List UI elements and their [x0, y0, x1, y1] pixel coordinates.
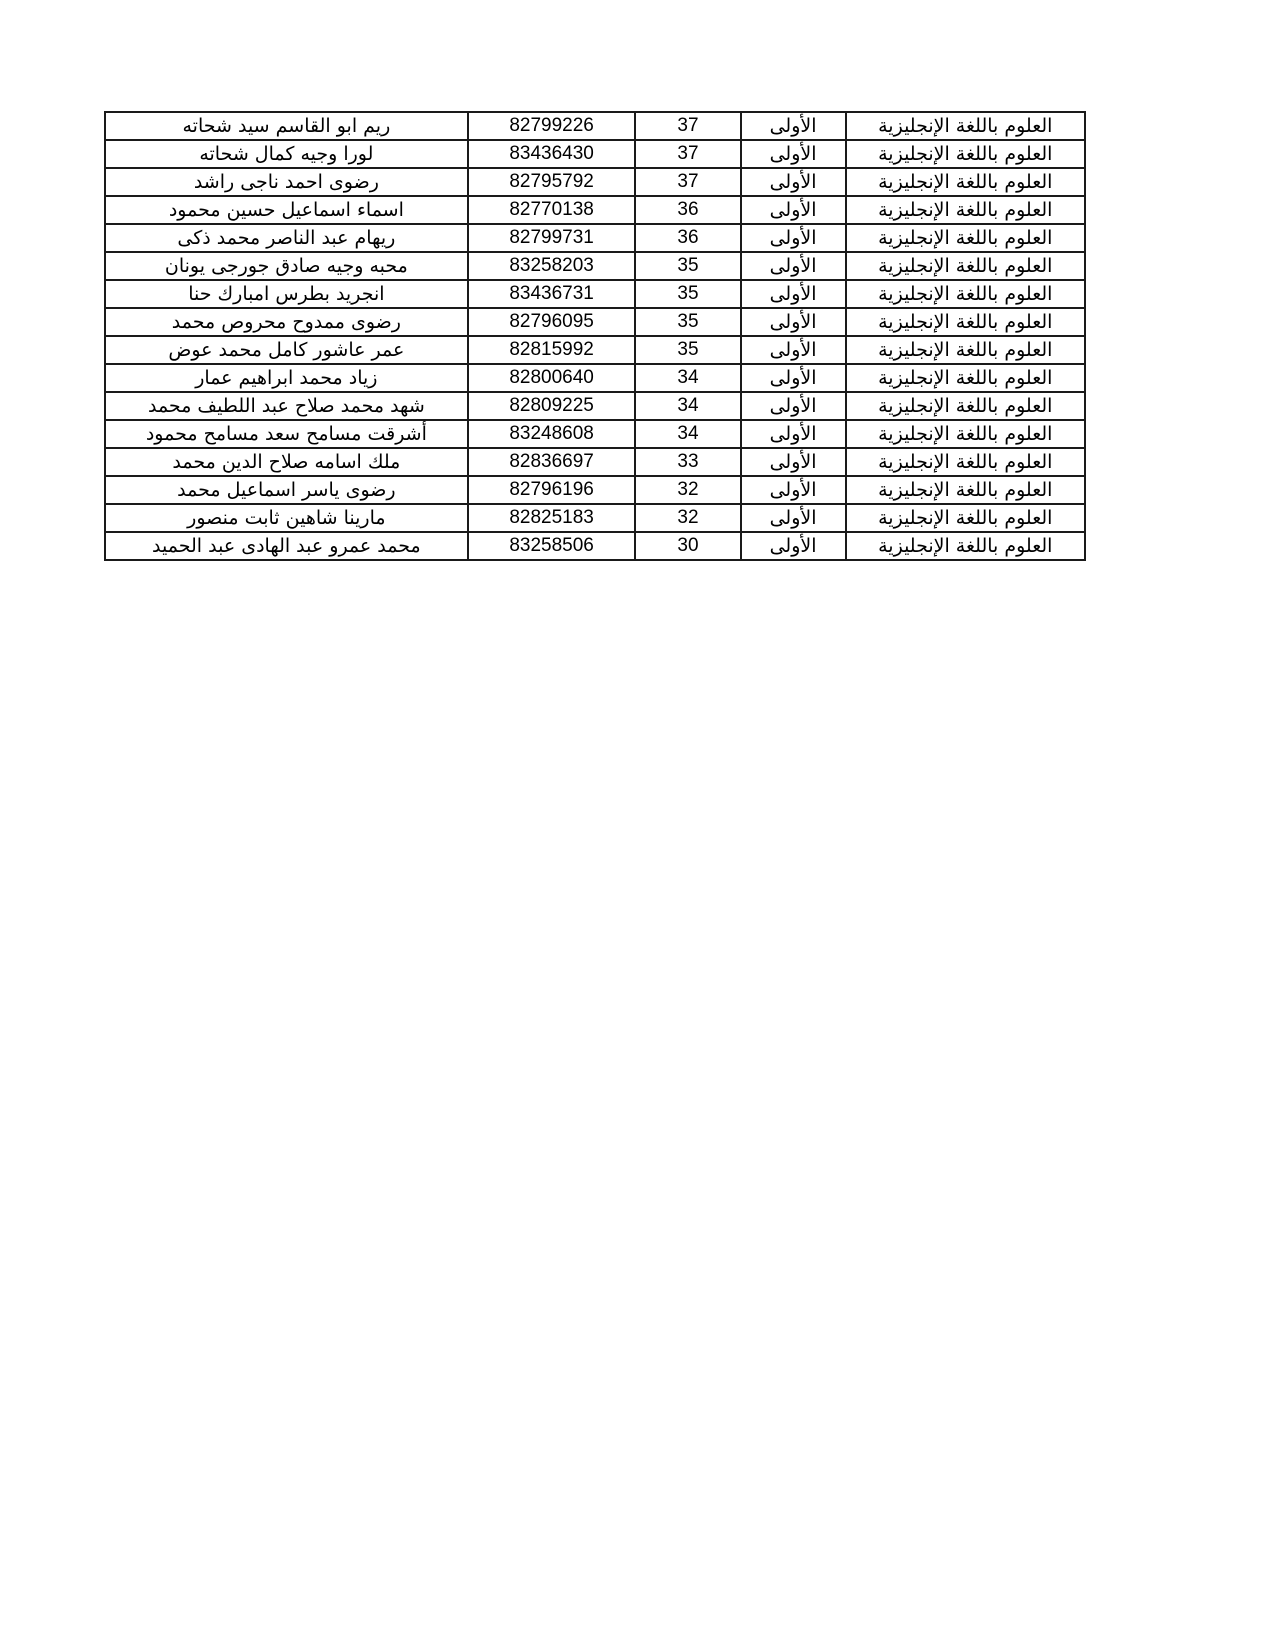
- seat-number-cell: 82815992: [468, 336, 636, 364]
- score-cell: 35: [635, 336, 740, 364]
- score-cell: 36: [635, 224, 740, 252]
- student-name-cell: رضوى ياسر اسماعيل محمد: [105, 476, 468, 504]
- student-name-cell: ملك اسامه صلاح الدين محمد: [105, 448, 468, 476]
- grade-cell: الأولى: [741, 420, 846, 448]
- subject-cell: العلوم باللغة الإنجليزية: [846, 112, 1085, 140]
- student-name-cell: زياد محمد ابراهيم عمار: [105, 364, 468, 392]
- subject-cell: العلوم باللغة الإنجليزية: [846, 224, 1085, 252]
- subject-cell: العلوم باللغة الإنجليزية: [846, 532, 1085, 560]
- seat-number-cell: 82836697: [468, 448, 636, 476]
- grade-cell: الأولى: [741, 476, 846, 504]
- student-name-cell: شهد محمد صلاح عبد اللطيف محمد: [105, 392, 468, 420]
- subject-cell: العلوم باللغة الإنجليزية: [846, 504, 1085, 532]
- seat-number-cell: 82795792: [468, 168, 636, 196]
- seat-number-cell: 83436731: [468, 280, 636, 308]
- grade-cell: الأولى: [741, 280, 846, 308]
- subject-cell: العلوم باللغة الإنجليزية: [846, 448, 1085, 476]
- seat-number-cell: 83436430: [468, 140, 636, 168]
- table-row: [105, 280, 1085, 308]
- grade-cell: الأولى: [741, 308, 846, 336]
- seat-number-cell: 82770138: [468, 196, 636, 224]
- grade-cell: الأولى: [741, 364, 846, 392]
- student-name-cell: عمر عاشور كامل محمد عوض: [105, 336, 468, 364]
- student-name-cell: مارينا شاهين ثابت منصور: [105, 504, 468, 532]
- grade-cell: الأولى: [741, 392, 846, 420]
- score-cell: 30: [635, 532, 740, 560]
- subject-cell: العلوم باللغة الإنجليزية: [846, 336, 1085, 364]
- table-row: [105, 140, 1085, 168]
- seat-number-cell: 82796196: [468, 476, 636, 504]
- seat-number-cell: 83258203: [468, 252, 636, 280]
- grade-cell: الأولى: [741, 224, 846, 252]
- table-row: [105, 112, 1085, 140]
- score-cell: 37: [635, 140, 740, 168]
- table-row: [105, 308, 1085, 336]
- score-cell: 34: [635, 364, 740, 392]
- grade-cell: الأولى: [741, 196, 846, 224]
- subject-cell: العلوم باللغة الإنجليزية: [846, 420, 1085, 448]
- grade-cell: الأولى: [741, 252, 846, 280]
- table-row: [105, 476, 1085, 504]
- subject-cell: العلوم باللغة الإنجليزية: [846, 392, 1085, 420]
- seat-number-cell: 82809225: [468, 392, 636, 420]
- table-row: [105, 224, 1085, 252]
- subject-cell: العلوم باللغة الإنجليزية: [846, 280, 1085, 308]
- subject-cell: العلوم باللغة الإنجليزية: [846, 308, 1085, 336]
- student-name-cell: رضوى ممدوح محروص محمد: [105, 308, 468, 336]
- subject-cell: العلوم باللغة الإنجليزية: [846, 476, 1085, 504]
- grade-cell: الأولى: [741, 112, 846, 140]
- score-cell: 32: [635, 504, 740, 532]
- table-row: [105, 392, 1085, 420]
- score-cell: 37: [635, 112, 740, 140]
- score-cell: 34: [635, 420, 740, 448]
- table-row: [105, 252, 1085, 280]
- score-cell: 37: [635, 168, 740, 196]
- score-cell: 33: [635, 448, 740, 476]
- table-row: [105, 168, 1085, 196]
- grade-cell: الأولى: [741, 504, 846, 532]
- table-row: [105, 196, 1085, 224]
- score-cell: 34: [635, 392, 740, 420]
- student-name-cell: رضوى احمد ناجى راشد: [105, 168, 468, 196]
- student-name-cell: محمد عمرو عبد الهادى عبد الحميد: [105, 532, 468, 560]
- grade-cell: الأولى: [741, 140, 846, 168]
- table-row: [105, 504, 1085, 532]
- grade-cell: الأولى: [741, 336, 846, 364]
- results-table-body: [105, 112, 1085, 560]
- grade-cell: الأولى: [741, 448, 846, 476]
- table-row: [105, 532, 1085, 560]
- seat-number-cell: 83248608: [468, 420, 636, 448]
- subject-cell: العلوم باللغة الإنجليزية: [846, 168, 1085, 196]
- subject-cell: العلوم باللغة الإنجليزية: [846, 252, 1085, 280]
- score-cell: 32: [635, 476, 740, 504]
- score-cell: 35: [635, 280, 740, 308]
- table-row: [105, 364, 1085, 392]
- student-name-cell: محبه وجيه صادق جورجى يونان: [105, 252, 468, 280]
- score-cell: 35: [635, 308, 740, 336]
- score-cell: 36: [635, 196, 740, 224]
- subject-cell: العلوم باللغة الإنجليزية: [846, 140, 1085, 168]
- score-cell: 35: [635, 252, 740, 280]
- seat-number-cell: 82800640: [468, 364, 636, 392]
- seat-number-cell: 82796095: [468, 308, 636, 336]
- seat-number-cell: 82825183: [468, 504, 636, 532]
- student-name-cell: ريهام عبد الناصر محمد ذكى: [105, 224, 468, 252]
- table-row: [105, 448, 1085, 476]
- seat-number-cell: 82799731: [468, 224, 636, 252]
- student-name-cell: أشرقت مسامح سعد مسامح محمود: [105, 420, 468, 448]
- subject-cell: العلوم باللغة الإنجليزية: [846, 364, 1085, 392]
- grade-cell: الأولى: [741, 168, 846, 196]
- results-table: [104, 111, 1086, 561]
- student-name-cell: اسماء اسماعيل حسين محمود: [105, 196, 468, 224]
- seat-number-cell: 82799226: [468, 112, 636, 140]
- seat-number-cell: 83258506: [468, 532, 636, 560]
- student-name-cell: لورا وجيه كمال شحاته: [105, 140, 468, 168]
- grade-cell: الأولى: [741, 532, 846, 560]
- subject-cell: العلوم باللغة الإنجليزية: [846, 196, 1085, 224]
- student-name-cell: انجريد بطرس امبارك حنا: [105, 280, 468, 308]
- student-name-cell: ريم ابو القاسم سيد شحاته: [105, 112, 468, 140]
- table-row: [105, 336, 1085, 364]
- table-row: [105, 420, 1085, 448]
